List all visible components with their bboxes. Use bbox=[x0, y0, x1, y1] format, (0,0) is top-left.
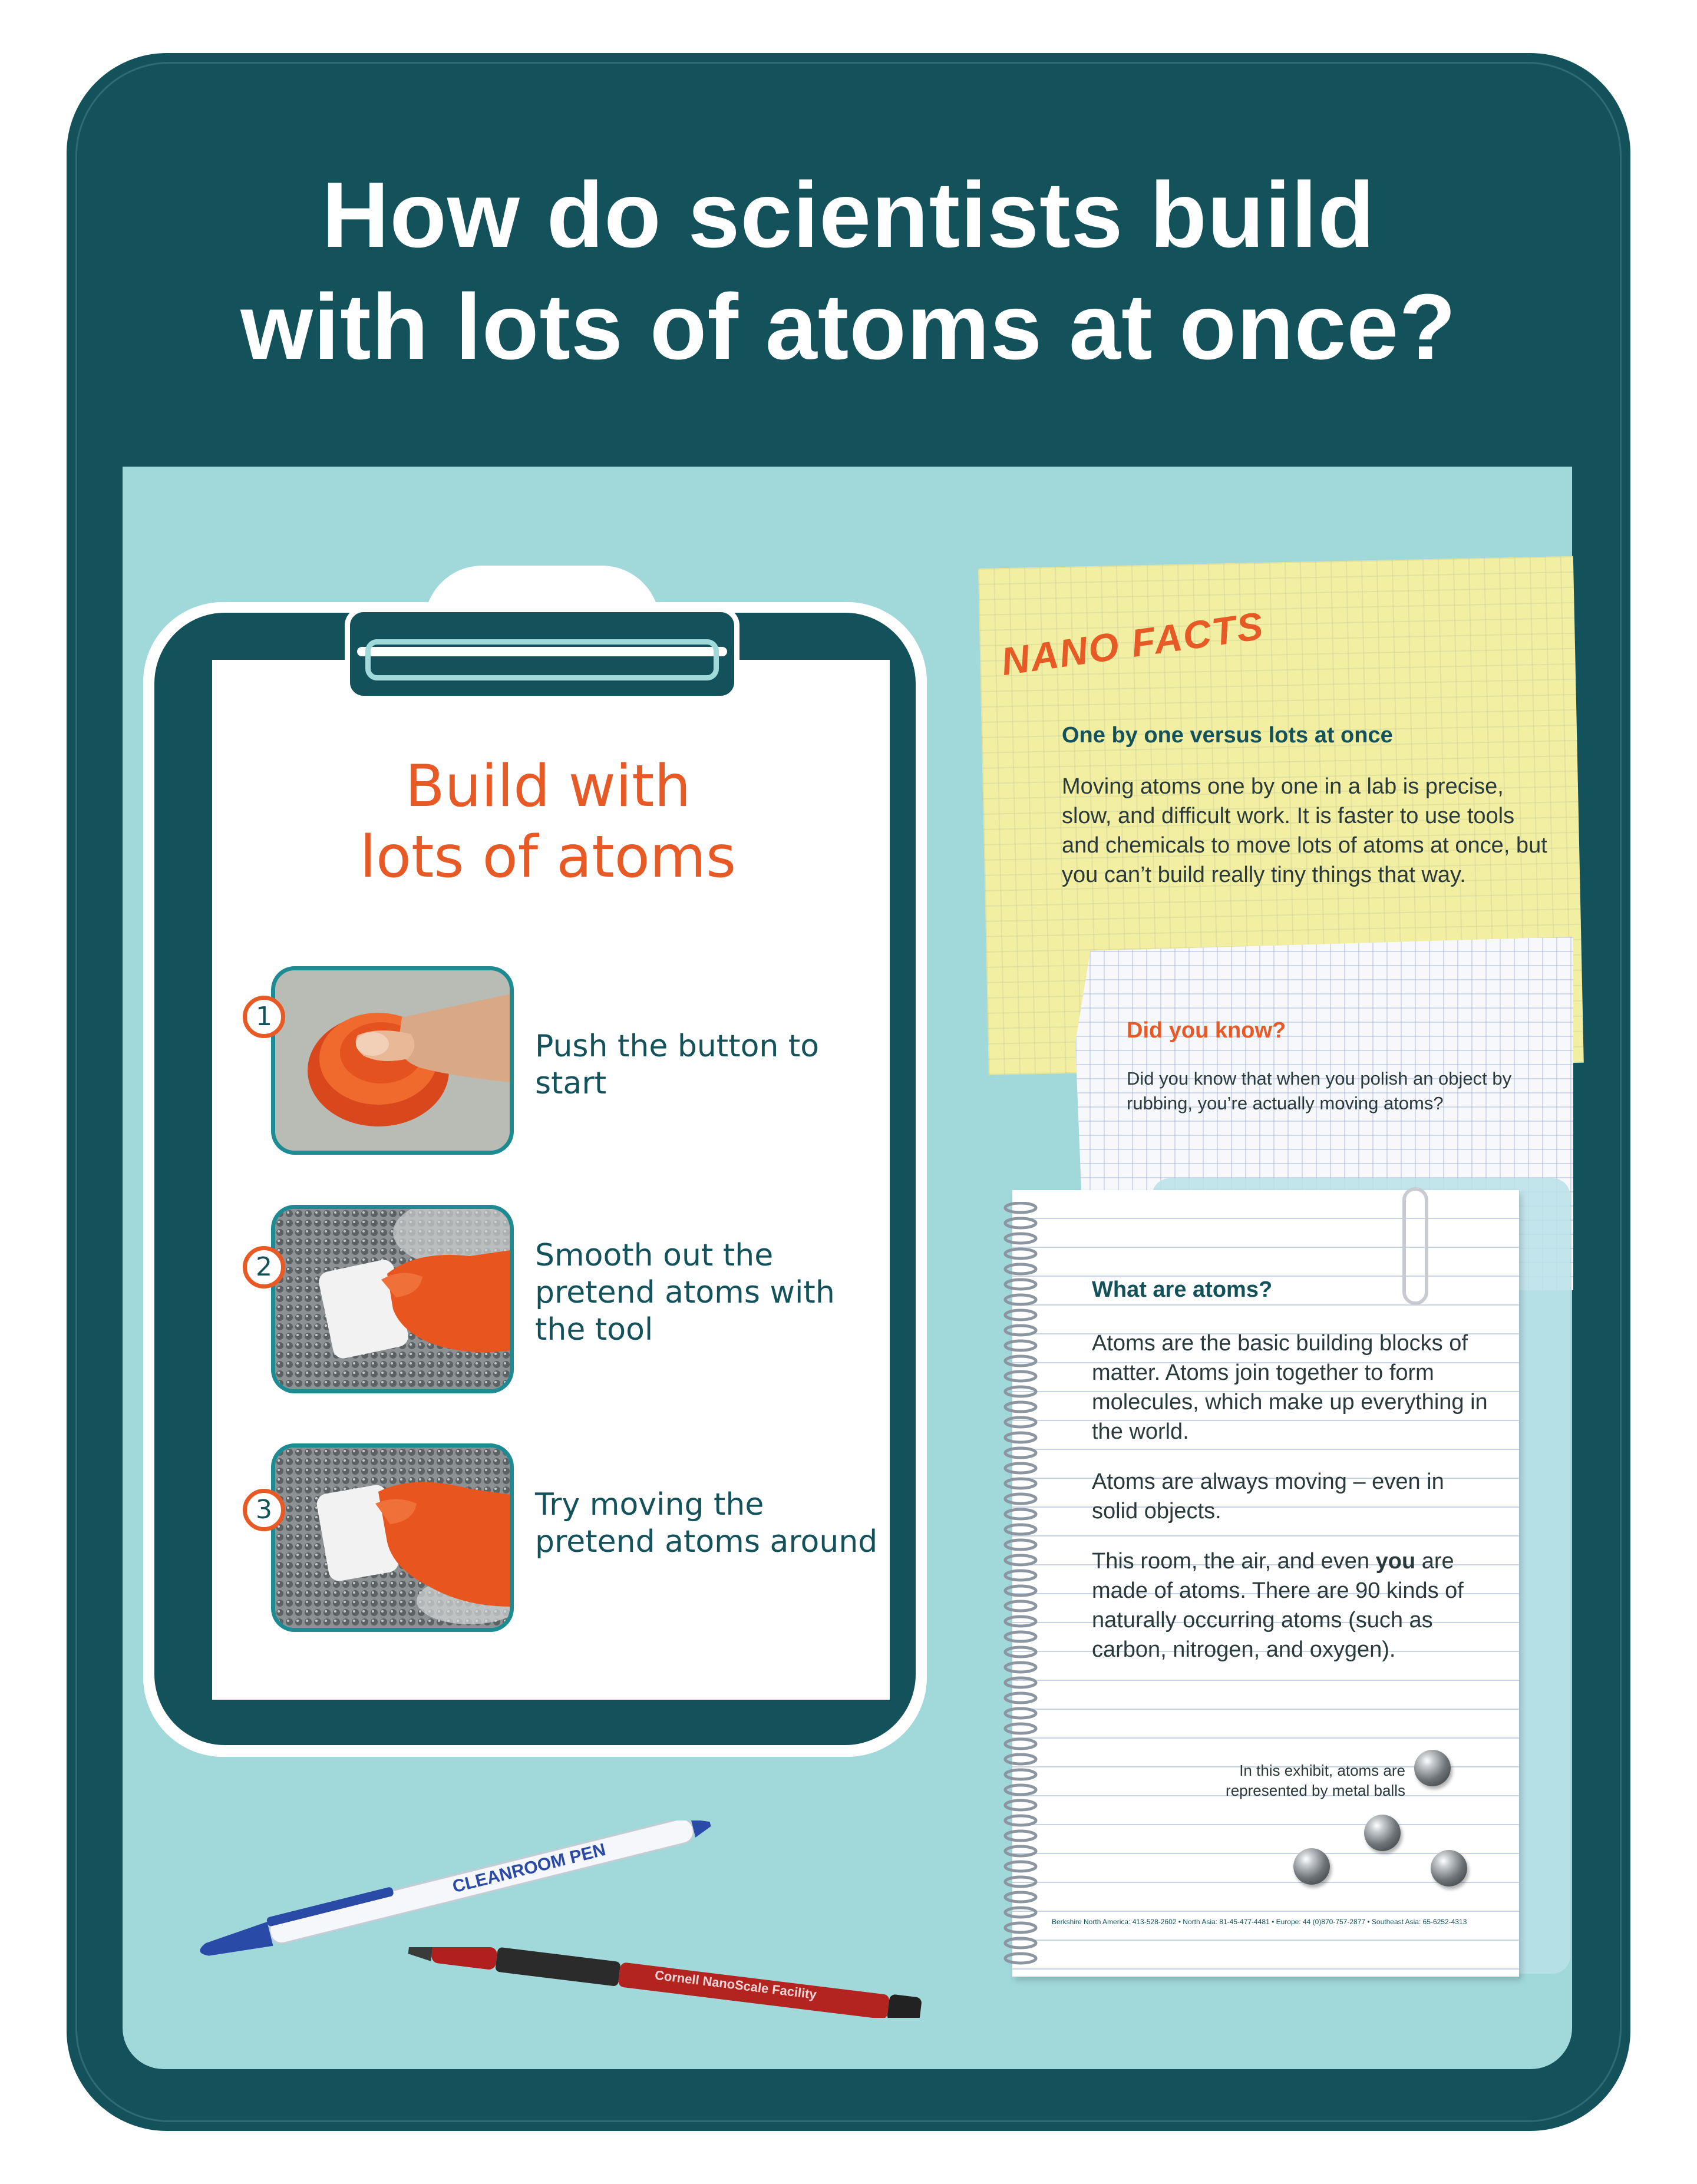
notebook-footer: Berkshire North America: 413-528-2602 • North Asia: 81-45-477-4481 • Europe: 44 (0)870-757-2877 • Southeast Asia: 65-6252-4313 bbox=[1052, 1918, 1467, 1926]
clipboard-clip-inner bbox=[365, 639, 719, 680]
spiral-ring bbox=[1005, 1724, 1036, 1733]
step-1-number: 1 bbox=[243, 996, 285, 1038]
step-3-number: 3 bbox=[243, 1489, 285, 1531]
spiral-ring bbox=[1005, 1387, 1036, 1396]
spiral-ring bbox=[1005, 1494, 1036, 1504]
notebook-paragraph-3-end: are made of atoms. There are 90 kinds of naturally occurring atoms (such as carbon, nitrogen, and oxygen). bbox=[1092, 1549, 1464, 1662]
push-button-illustration bbox=[275, 970, 511, 1153]
notebook-paragraph-3-start: This room, the air, and even bbox=[1092, 1549, 1376, 1574]
spiral-ring bbox=[1005, 1448, 1036, 1458]
clipboard-heading-line-2: lots of atoms bbox=[359, 824, 737, 891]
step-1-photo bbox=[271, 966, 514, 1155]
clipboard-heading-line-1: Build with bbox=[405, 753, 691, 820]
spiral-ring bbox=[1005, 1540, 1036, 1549]
notebook-paragraph-1: Atoms are the basic building blocks of matter. Atoms join together to form molecules, which make up everything in the world. bbox=[1092, 1331, 1488, 1444]
spiral-ring bbox=[1005, 1249, 1036, 1258]
poster-title bbox=[106, 159, 1591, 383]
spiral-ring bbox=[1005, 1601, 1036, 1611]
did-you-know-title: Did you know? bbox=[1127, 1018, 1286, 1043]
spiral-ring bbox=[1005, 1923, 1036, 1932]
metal-ball bbox=[1293, 1848, 1330, 1885]
step-1-text: Push the button to start bbox=[535, 1029, 820, 1101]
spiral-ring bbox=[1005, 1678, 1036, 1687]
spiral-ring bbox=[1005, 1770, 1036, 1779]
smooth-atoms-illustration bbox=[275, 1209, 511, 1392]
spiral-ring bbox=[1005, 1402, 1036, 1412]
spiral-ring bbox=[1005, 1234, 1036, 1243]
spiral-ring bbox=[1005, 1341, 1036, 1350]
spiral-ring bbox=[1005, 1785, 1036, 1795]
spiral-ring bbox=[1005, 1709, 1036, 1718]
step-3-photo bbox=[271, 1443, 514, 1632]
spiral-ring bbox=[1005, 1326, 1036, 1335]
spiral-ring bbox=[1005, 1831, 1036, 1841]
step-2-number: 2 bbox=[243, 1246, 285, 1288]
notebook-spiral bbox=[996, 1202, 1043, 1968]
spiral-ring bbox=[1005, 1800, 1036, 1810]
spiral-ring bbox=[1005, 1693, 1036, 1703]
spiral-ring bbox=[1005, 1755, 1036, 1764]
spiral-ring bbox=[1005, 1846, 1036, 1856]
step-2-photo bbox=[271, 1205, 514, 1393]
step-2-text: Smooth out the pretend atoms with the tool bbox=[535, 1238, 835, 1347]
did-you-know-body: Did you know that when you polish an object by rubbing, you’re actually moving atoms? bbox=[1127, 1068, 1512, 1114]
metal-balls-caption: In this exhibit, atoms are represented by metal balls bbox=[1226, 1762, 1405, 1799]
spiral-ring bbox=[1005, 1509, 1036, 1519]
move-atoms-illustration bbox=[275, 1448, 511, 1630]
spiral-ring bbox=[1005, 1647, 1036, 1657]
spiral-ring bbox=[1005, 1479, 1036, 1488]
spiral-ring bbox=[1005, 1586, 1036, 1595]
cleanroom-pen bbox=[177, 1820, 725, 1962]
nano-facts-subtitle: One by one versus lots at once bbox=[1062, 723, 1393, 748]
metal-ball bbox=[1364, 1815, 1401, 1851]
cleanroom-pen-label: CLEANROOM PEN bbox=[450, 1839, 608, 1897]
title-line-1: How do scientists build bbox=[322, 163, 1375, 267]
notebook-title: What are atoms? bbox=[1092, 1277, 1273, 1302]
notebook-paragraph-2: Atoms are always moving – even in solid objects. bbox=[1092, 1469, 1444, 1524]
spiral-ring bbox=[1005, 1663, 1036, 1672]
spiral-ring bbox=[1005, 1908, 1036, 1917]
spiral-ring bbox=[1005, 1372, 1036, 1381]
notebook-paragraph-3-emphasis: you bbox=[1375, 1549, 1416, 1574]
spiral-ring bbox=[1005, 1739, 1036, 1749]
notebook-paragraph-3 bbox=[1092, 1547, 1493, 1664]
spiral-ring bbox=[1005, 1571, 1036, 1580]
spiral-ring bbox=[1005, 1203, 1036, 1212]
spiral-ring bbox=[1005, 1877, 1036, 1886]
spiral-ring bbox=[1005, 1218, 1036, 1228]
red-pen bbox=[407, 1947, 937, 2018]
spiral-ring bbox=[1005, 1280, 1036, 1289]
spiral-ring bbox=[1005, 1938, 1036, 1948]
red-pen-label: Cornell NanoScale Facility bbox=[653, 1967, 818, 2002]
spiral-ring bbox=[1005, 1433, 1036, 1442]
spiral-ring bbox=[1005, 1356, 1036, 1366]
spiral-ring bbox=[1005, 1892, 1036, 1902]
spiral-ring bbox=[1005, 1525, 1036, 1534]
spiral-ring bbox=[1005, 1295, 1036, 1304]
title-line-2: with lots of atoms at once? bbox=[240, 275, 1457, 379]
spiral-ring bbox=[1005, 1463, 1036, 1473]
spiral-ring bbox=[1005, 1264, 1036, 1274]
spiral-ring bbox=[1005, 1310, 1036, 1320]
clipboard-heading bbox=[224, 751, 872, 893]
spiral-ring bbox=[1005, 1555, 1036, 1565]
spiral-ring bbox=[1005, 1862, 1036, 1871]
metal-ball bbox=[1431, 1850, 1467, 1886]
spiral-ring bbox=[1005, 1418, 1036, 1427]
step-3-text: Try moving the pretend atoms around bbox=[535, 1487, 878, 1559]
spiral-ring bbox=[1005, 1954, 1036, 1963]
paperclip-icon bbox=[1402, 1187, 1428, 1305]
metal-ball bbox=[1414, 1750, 1451, 1786]
nano-facts-title: NANO FACTS bbox=[998, 603, 1267, 684]
spiral-ring bbox=[1005, 1816, 1036, 1825]
nano-facts-body: Moving atoms one by one in a lab is precise, slow, and difficult work. It is faster to use tools and chemicals to move lots of atoms at once, but you can’t build really tiny things that way. bbox=[1062, 774, 1547, 887]
spiral-ring bbox=[1005, 1632, 1036, 1641]
spiral-ring bbox=[1005, 1617, 1036, 1626]
